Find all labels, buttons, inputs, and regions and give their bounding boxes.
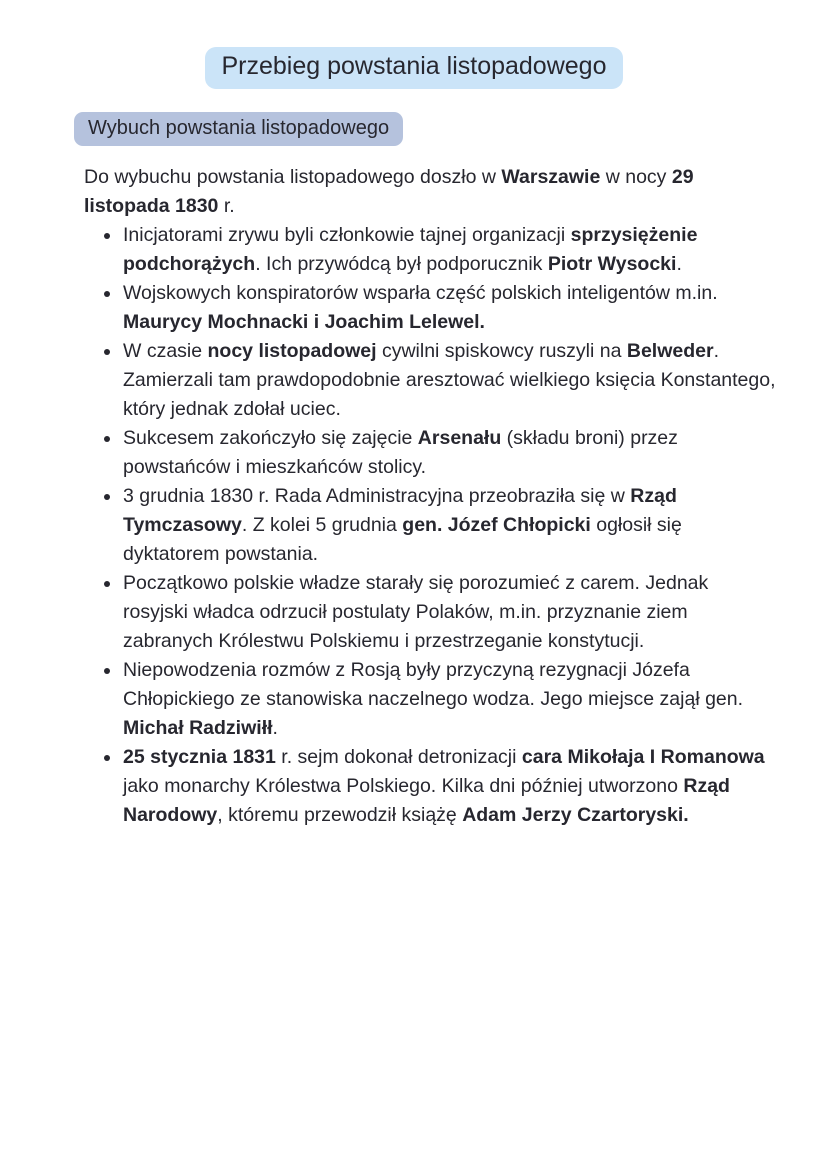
content xyxy=(84,163,776,830)
list-item: • Niepowodzenia rozmów z Rosją były przyczyną rezygnacji Józefa Chłopickiego ze stanowiska naczelnego wodza. Jego miejsce zajął gen. Michał Radziwiłł. xyxy=(122,656,776,743)
intro-paragraph: Do wybuchu powstania listopadowego doszło w Warszawie w nocy 29 listopada 1830 r. xyxy=(84,165,694,217)
list-item: • Początkowo polskie władze starały się porozumieć z carem. Jednak rosyjski władca odrzucił postulaty Polaków, m.in. przyznanie ziem zabranych Królestwu Polskiemu i przestrzeganie konstytucji. xyxy=(122,569,776,656)
title-row xyxy=(0,0,828,89)
list-item: • Sukcesem zakończyło się zajęcie Arsenału (składu broni) przez powstańców i mieszkańców stolicy. xyxy=(122,424,776,482)
list-item: • 3 grudnia 1830 r. Rada Administracyjna przeobraziła się w Rząd Tymczasowy. Z kolei 5 grudnia gen. Józef Chłopicki ogłosił się dyktatorem powstania. xyxy=(122,482,776,569)
list-item: • Wojskowych konspiratorów wsparła część polskich inteligentów m.in. Maurycy Mochnacki i Joachim Lelewel. xyxy=(122,279,776,337)
list-item: • W czasie nocy listopadowej cywilni spiskowcy ruszyli na Belweder. Zamierzali tam prawdopodobnie aresztować wielkiego księcia Konstantego, który jednak zdołał uciec. xyxy=(122,337,776,424)
section-row xyxy=(74,112,828,146)
page-title: Przebieg powstania listopadowego xyxy=(205,47,624,89)
list-item: • Inicjatorami zrywu byli członkowie tajnej organizacji sprzysiężenie podchorążych. Ich przywódcą był podporucznik Piotr Wysocki. xyxy=(122,221,776,279)
list-item: • 25 stycznia 1831 r. sejm dokonał detronizacji cara Mikołaja I Romanowa jako monarchy Królestwa Polskiego. Kilka dni później utworzono Rząd Narodowy, któremu przewodził książę Adam Jerzy Czartoryski. xyxy=(122,743,776,830)
bullet-list xyxy=(84,221,776,830)
section-heading: Wybuch powstania listopadowego xyxy=(74,112,403,146)
